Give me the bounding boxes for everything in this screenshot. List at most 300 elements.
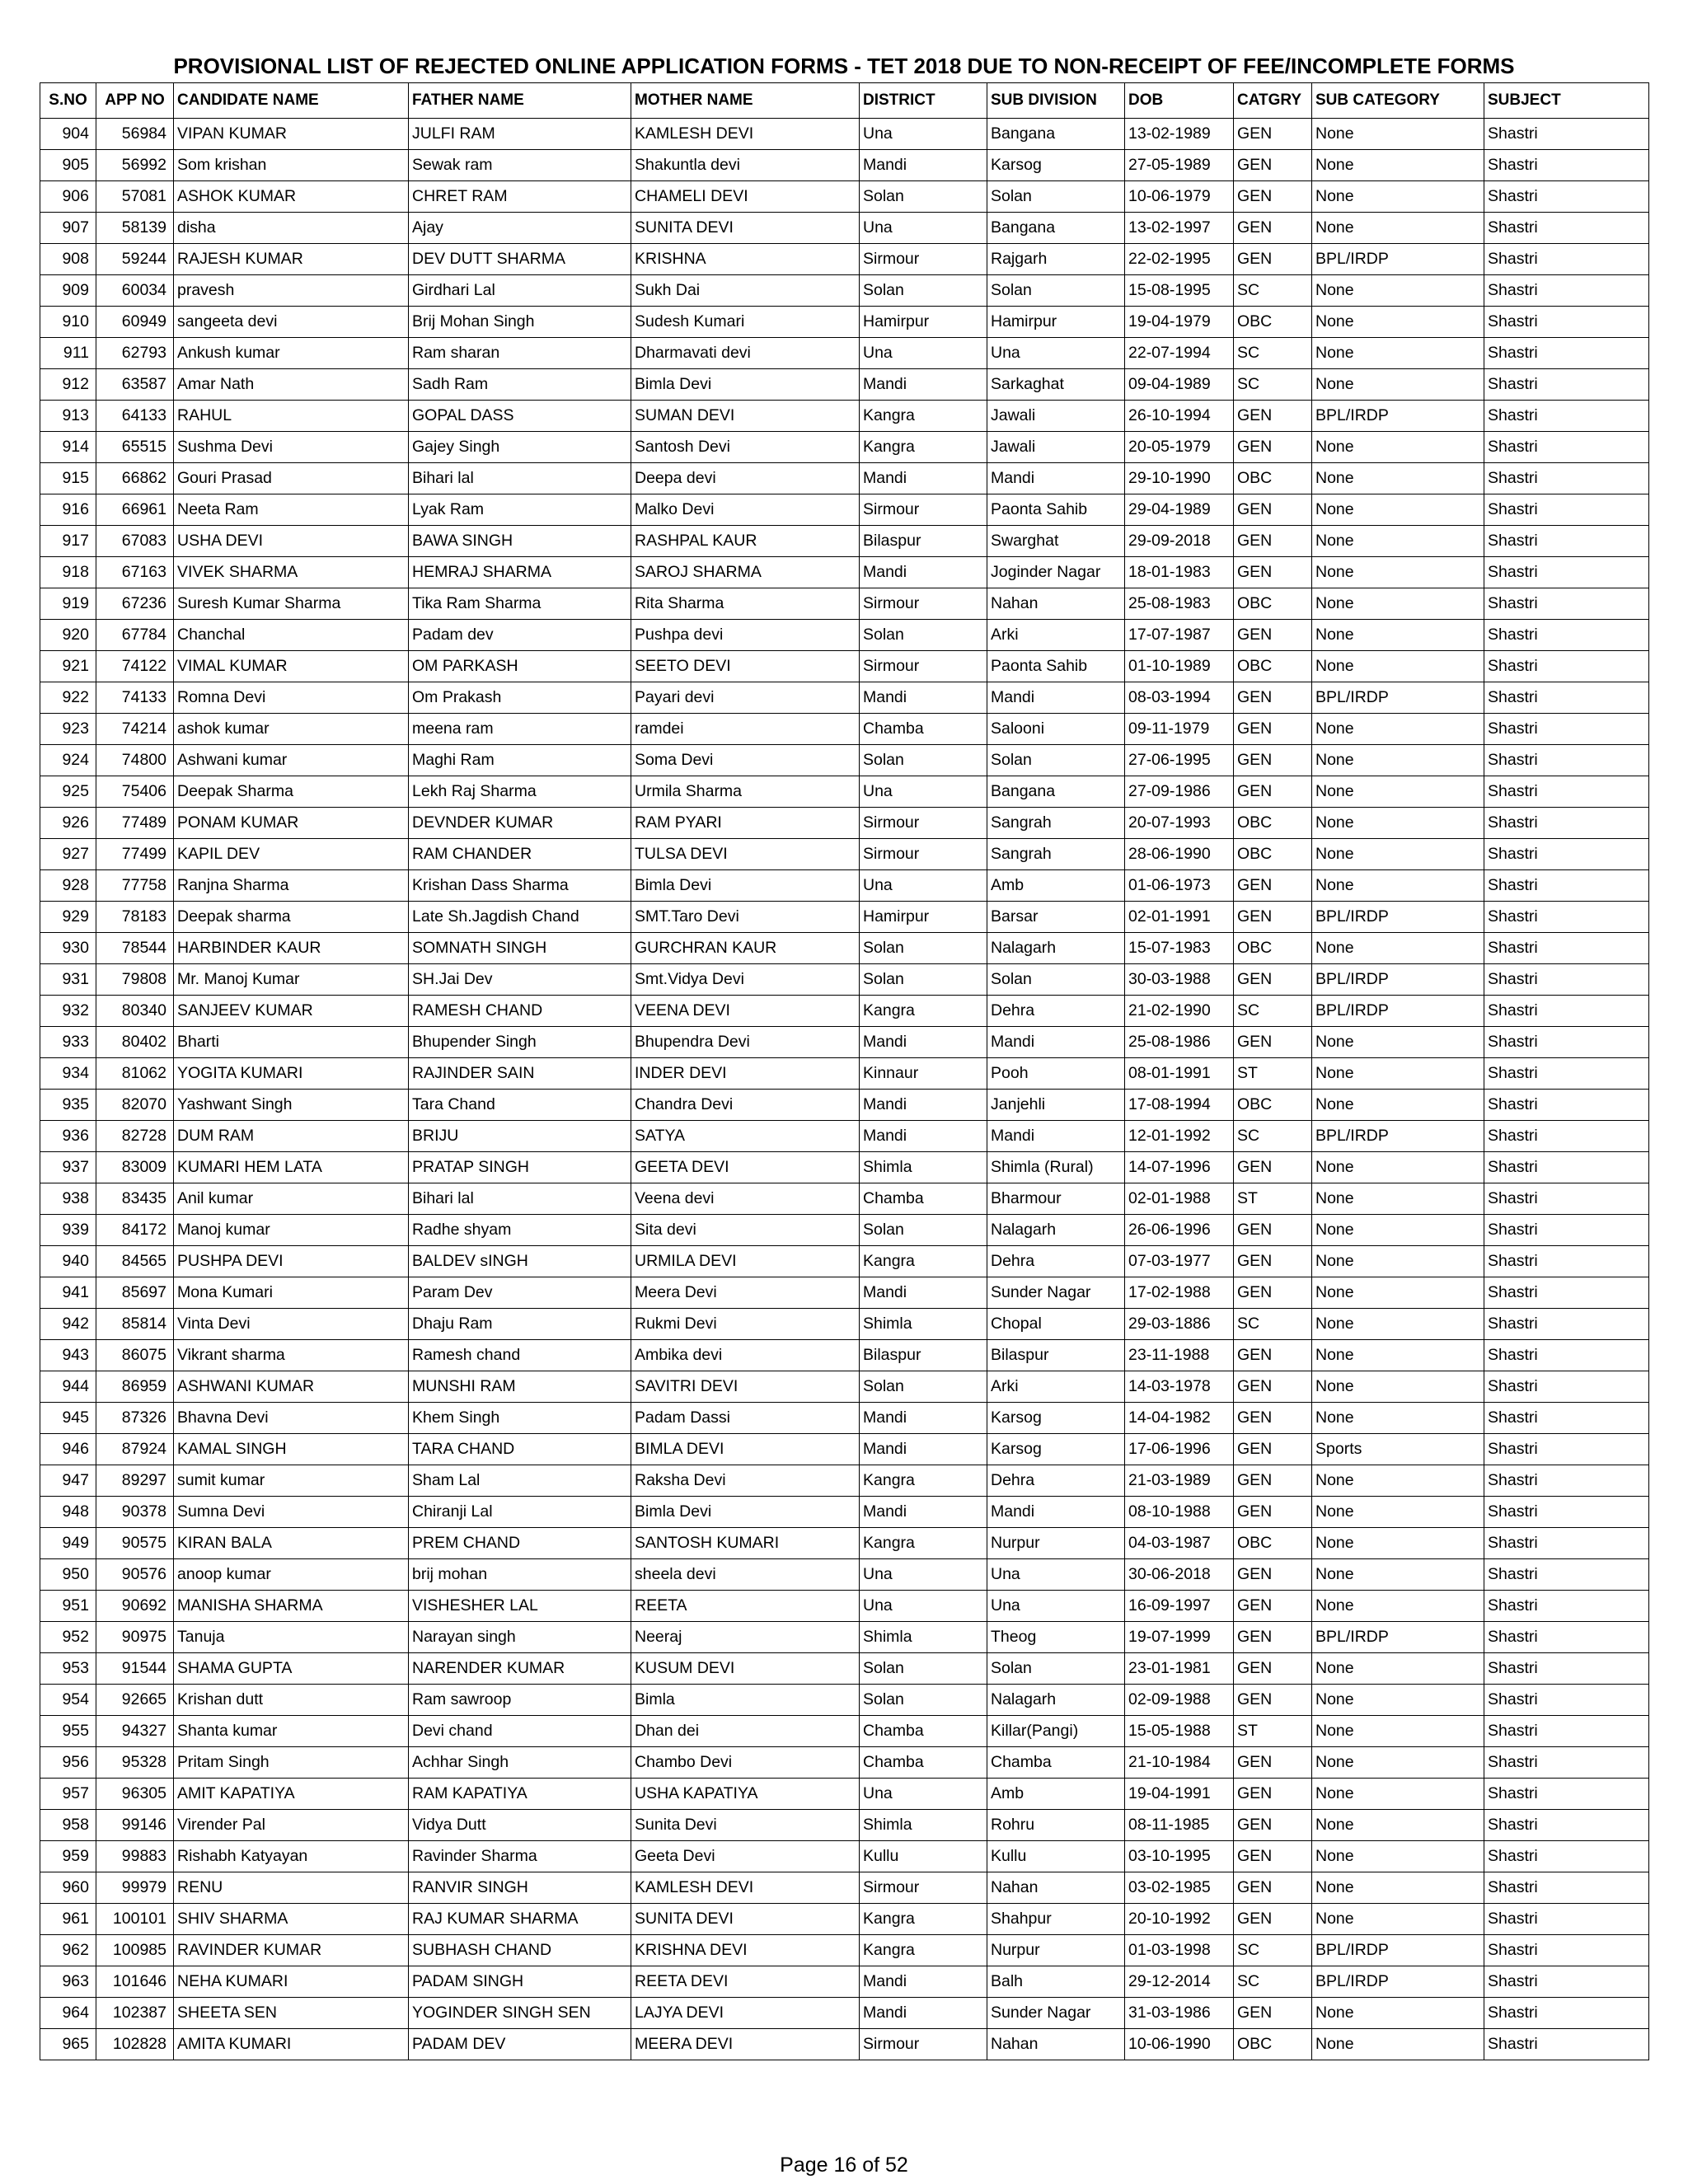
table-row [40, 1090, 1649, 1121]
dob-cell: 21-10-1984 [1125, 1747, 1234, 1779]
candidate-name-cell: Amar Nath [174, 369, 409, 401]
dob-cell: 03-02-1985 [1125, 1872, 1234, 1904]
sub-division-cell: Amb [987, 870, 1125, 902]
sub-category-cell: BPL/IRDP [1312, 244, 1484, 275]
sub-category-cell: BPL/IRDP [1312, 902, 1484, 933]
table-row [40, 338, 1649, 369]
district-cell: Shimla [860, 1152, 987, 1183]
dob-cell: 22-07-1994 [1125, 338, 1234, 369]
app-no-cell: 90692 [96, 1591, 174, 1622]
district-cell: Mandi [860, 150, 987, 181]
sno-cell: 923 [40, 714, 96, 745]
sub-division-cell: Bangana [987, 213, 1125, 244]
mother-name-cell: KAMLESH DEVI [631, 1872, 860, 1904]
sub-category-cell: None [1312, 338, 1484, 369]
app-no-cell: 66862 [96, 463, 174, 494]
candidate-name-cell: Suresh Kumar Sharma [174, 588, 409, 620]
candidate-name-cell: NEHA KUMARI [174, 1966, 409, 1998]
sno-cell: 925 [40, 776, 96, 808]
father-name-cell: Ramesh chand [409, 1340, 631, 1371]
sub-division-cell: Mandi [987, 463, 1125, 494]
table-row [40, 557, 1649, 588]
sub-category-cell: None [1312, 1152, 1484, 1183]
sub-division-cell: Amb [987, 1779, 1125, 1810]
sno-cell: 938 [40, 1183, 96, 1215]
mother-name-cell: Pushpa devi [631, 620, 860, 651]
sno-cell: 920 [40, 620, 96, 651]
dob-cell: 02-01-1988 [1125, 1183, 1234, 1215]
sub-division-cell: Balh [987, 1966, 1125, 1998]
sub-division-cell: Mandi [987, 1497, 1125, 1528]
candidate-name-cell: Neeta Ram [174, 494, 409, 526]
mother-name-cell: Bimla Devi [631, 870, 860, 902]
table-row [40, 1309, 1649, 1340]
app-no-cell: 74133 [96, 682, 174, 714]
subject-cell: Shastri [1484, 1434, 1649, 1465]
father-name-cell: Vidya Dutt [409, 1810, 631, 1841]
mother-name-cell: Dhan dei [631, 1716, 860, 1747]
district-cell: Kangra [860, 1246, 987, 1277]
sno-cell: 908 [40, 244, 96, 275]
mother-name-cell: RASHPAL KAUR [631, 526, 860, 557]
subject-cell: Shastri [1484, 401, 1649, 432]
subject-cell: Shastri [1484, 150, 1649, 181]
subject-cell: Shastri [1484, 1810, 1649, 1841]
mother-name-cell: REETA [631, 1591, 860, 1622]
mother-name-cell: Santosh Devi [631, 432, 860, 463]
mother-name-cell: Soma Devi [631, 745, 860, 776]
candidate-name-cell: RAJESH KUMAR [174, 244, 409, 275]
app-no-cell: 86959 [96, 1371, 174, 1403]
dob-cell: 10-06-1979 [1125, 181, 1234, 213]
app-no-cell: 100985 [96, 1935, 174, 1966]
sub-category-cell: None [1312, 1215, 1484, 1246]
sno-cell: 934 [40, 1058, 96, 1090]
father-name-cell: Krishan Dass Sharma [409, 870, 631, 902]
dob-cell: 29-12-2014 [1125, 1966, 1234, 1998]
dob-cell: 08-11-1985 [1125, 1810, 1234, 1841]
sno-cell: 911 [40, 338, 96, 369]
district-cell: Mandi [860, 1497, 987, 1528]
sno-cell: 922 [40, 682, 96, 714]
category-cell: OBC [1234, 2029, 1312, 2060]
sub-division-cell: Nalagarh [987, 933, 1125, 964]
dob-cell: 30-03-1988 [1125, 964, 1234, 996]
subject-cell: Shastri [1484, 1779, 1649, 1810]
dob-cell: 21-02-1990 [1125, 996, 1234, 1027]
subject-cell: Shastri [1484, 745, 1649, 776]
app-no-cell: 82070 [96, 1090, 174, 1121]
app-no-cell: 90576 [96, 1559, 174, 1591]
sno-cell: 931 [40, 964, 96, 996]
table-row [40, 1935, 1649, 1966]
sno-cell: 956 [40, 1747, 96, 1779]
column-header-sno: S.NO [40, 83, 96, 119]
candidate-name-cell: KAMAL SINGH [174, 1434, 409, 1465]
dob-cell: 23-11-1988 [1125, 1340, 1234, 1371]
mother-name-cell: SUNITA DEVI [631, 213, 860, 244]
dob-cell: 02-01-1991 [1125, 902, 1234, 933]
district-cell: Sirmour [860, 494, 987, 526]
subject-cell: Shastri [1484, 1058, 1649, 1090]
app-no-cell: 67083 [96, 526, 174, 557]
mother-name-cell: BIMLA DEVI [631, 1434, 860, 1465]
candidate-name-cell: Ankush kumar [174, 338, 409, 369]
subject-cell: Shastri [1484, 1277, 1649, 1309]
table-row [40, 1215, 1649, 1246]
category-cell: GEN [1234, 1591, 1312, 1622]
category-cell: GEN [1234, 714, 1312, 745]
subject-cell: Shastri [1484, 1403, 1649, 1434]
father-name-cell: JULFI RAM [409, 119, 631, 150]
sno-cell: 957 [40, 1779, 96, 1810]
district-cell: Una [860, 776, 987, 808]
sub-category-cell: None [1312, 275, 1484, 307]
candidate-name-cell: KUMARI HEM LATA [174, 1152, 409, 1183]
mother-name-cell: Rita Sharma [631, 588, 860, 620]
dob-cell: 28-06-1990 [1125, 839, 1234, 870]
candidate-name-cell: Vinta Devi [174, 1309, 409, 1340]
sub-category-cell: None [1312, 526, 1484, 557]
district-cell: Una [860, 213, 987, 244]
dob-cell: 01-06-1973 [1125, 870, 1234, 902]
candidate-name-cell: VIVEK SHARMA [174, 557, 409, 588]
mother-name-cell: Sita devi [631, 1215, 860, 1246]
dob-cell: 16-09-1997 [1125, 1591, 1234, 1622]
sno-cell: 941 [40, 1277, 96, 1309]
sub-category-cell: None [1312, 1090, 1484, 1121]
rejected-applications-table [40, 82, 1649, 2060]
column-header-sub-category: SUB CATEGORY [1312, 83, 1484, 119]
sno-cell: 953 [40, 1653, 96, 1685]
mother-name-cell: KUSUM DEVI [631, 1653, 860, 1685]
father-name-cell: Narayan singh [409, 1622, 631, 1653]
candidate-name-cell: MANISHA SHARMA [174, 1591, 409, 1622]
sno-cell: 942 [40, 1309, 96, 1340]
dob-cell: 25-08-1986 [1125, 1027, 1234, 1058]
sub-category-cell: None [1312, 213, 1484, 244]
father-name-cell: Girdhari Lal [409, 275, 631, 307]
district-cell: Mandi [860, 1277, 987, 1309]
sno-cell: 945 [40, 1403, 96, 1434]
candidate-name-cell: SHEETA SEN [174, 1998, 409, 2029]
candidate-name-cell: Bhavna Devi [174, 1403, 409, 1434]
sno-cell: 910 [40, 307, 96, 338]
sub-division-cell: Karsog [987, 150, 1125, 181]
subject-cell: Shastri [1484, 588, 1649, 620]
sno-cell: 904 [40, 119, 96, 150]
mother-name-cell: SUNITA DEVI [631, 1904, 860, 1935]
subject-cell: Shastri [1484, 1559, 1649, 1591]
table-row [40, 1403, 1649, 1434]
mother-name-cell: Rukmi Devi [631, 1309, 860, 1340]
app-no-cell: 74214 [96, 714, 174, 745]
sub-division-cell: Arki [987, 1371, 1125, 1403]
sub-category-cell: None [1312, 1559, 1484, 1591]
father-name-cell: OM PARKASH [409, 651, 631, 682]
father-name-cell: RAJ KUMAR SHARMA [409, 1904, 631, 1935]
category-cell: GEN [1234, 1027, 1312, 1058]
table-row [40, 620, 1649, 651]
dob-cell: 15-08-1995 [1125, 275, 1234, 307]
sub-division-cell: Dehra [987, 996, 1125, 1027]
district-cell: Sirmour [860, 651, 987, 682]
table-row [40, 1653, 1649, 1685]
dob-cell: 01-03-1998 [1125, 1935, 1234, 1966]
sub-category-cell: None [1312, 181, 1484, 213]
app-no-cell: 59244 [96, 244, 174, 275]
subject-cell: Shastri [1484, 181, 1649, 213]
app-no-cell: 57081 [96, 181, 174, 213]
district-cell: Kangra [860, 1528, 987, 1559]
dob-cell: 26-10-1994 [1125, 401, 1234, 432]
father-name-cell: MUNSHI RAM [409, 1371, 631, 1403]
sub-division-cell: Killar(Pangi) [987, 1716, 1125, 1747]
district-cell: Kangra [860, 996, 987, 1027]
app-no-cell: 67236 [96, 588, 174, 620]
father-name-cell: SUBHASH CHAND [409, 1935, 631, 1966]
mother-name-cell: SANTOSH KUMARI [631, 1528, 860, 1559]
dob-cell: 20-10-1992 [1125, 1904, 1234, 1935]
subject-cell: Shastri [1484, 1309, 1649, 1340]
district-cell: Kangra [860, 432, 987, 463]
dob-cell: 29-10-1990 [1125, 463, 1234, 494]
app-no-cell: 85697 [96, 1277, 174, 1309]
subject-cell: Shastri [1484, 651, 1649, 682]
table-row [40, 369, 1649, 401]
category-cell: GEN [1234, 682, 1312, 714]
candidate-name-cell: Manoj kumar [174, 1215, 409, 1246]
dob-cell: 18-01-1983 [1125, 557, 1234, 588]
candidate-name-cell: AMITA KUMARI [174, 2029, 409, 2060]
mother-name-cell: Neeraj [631, 1622, 860, 1653]
category-cell: OBC [1234, 933, 1312, 964]
table-row [40, 682, 1649, 714]
table-row [40, 1152, 1649, 1183]
dob-cell: 15-07-1983 [1125, 933, 1234, 964]
sno-cell: 951 [40, 1591, 96, 1622]
table-row [40, 1183, 1649, 1215]
father-name-cell: Lekh Raj Sharma [409, 776, 631, 808]
mother-name-cell: Bimla [631, 1685, 860, 1716]
app-no-cell: 95328 [96, 1747, 174, 1779]
column-header-sub-division: SUB DIVISION [987, 83, 1125, 119]
subject-cell: Shastri [1484, 964, 1649, 996]
table-row [40, 1591, 1649, 1622]
subject-cell: Shastri [1484, 620, 1649, 651]
app-no-cell: 80402 [96, 1027, 174, 1058]
sub-category-cell: None [1312, 369, 1484, 401]
sub-category-cell: None [1312, 808, 1484, 839]
candidate-name-cell: RENU [174, 1872, 409, 1904]
table-row [40, 1277, 1649, 1309]
sno-cell: 924 [40, 745, 96, 776]
table-row [40, 1121, 1649, 1152]
sub-division-cell: Pooh [987, 1058, 1125, 1090]
sub-category-cell: None [1312, 1904, 1484, 1935]
mother-name-cell: Padam Dassi [631, 1403, 860, 1434]
candidate-name-cell: RAVINDER KUMAR [174, 1935, 409, 1966]
candidate-name-cell: Gouri Prasad [174, 463, 409, 494]
app-no-cell: 77758 [96, 870, 174, 902]
column-header-app-no: APP NO [96, 83, 174, 119]
father-name-cell: Gajey Singh [409, 432, 631, 463]
sub-category-cell: None [1312, 1747, 1484, 1779]
candidate-name-cell: Vikrant sharma [174, 1340, 409, 1371]
app-no-cell: 74122 [96, 651, 174, 682]
column-header-mother-name: MOTHER NAME [631, 83, 860, 119]
subject-cell: Shastri [1484, 1685, 1649, 1716]
app-no-cell: 56984 [96, 119, 174, 150]
sno-cell: 947 [40, 1465, 96, 1497]
app-no-cell: 84565 [96, 1246, 174, 1277]
dob-cell: 20-05-1979 [1125, 432, 1234, 463]
sub-category-cell: None [1312, 1841, 1484, 1872]
candidate-name-cell: sumit kumar [174, 1465, 409, 1497]
mother-name-cell: Bhupendra Devi [631, 1027, 860, 1058]
father-name-cell: PREM CHAND [409, 1528, 631, 1559]
candidate-name-cell: Som krishan [174, 150, 409, 181]
subject-cell: Shastri [1484, 1528, 1649, 1559]
subject-cell: Shastri [1484, 307, 1649, 338]
subject-cell: Shastri [1484, 463, 1649, 494]
mother-name-cell: KAMLESH DEVI [631, 119, 860, 150]
mother-name-cell: GURCHRAN KAUR [631, 933, 860, 964]
table-row [40, 1685, 1649, 1716]
sub-category-cell: None [1312, 1872, 1484, 1904]
sno-cell: 946 [40, 1434, 96, 1465]
table-row [40, 1559, 1649, 1591]
sno-cell: 952 [40, 1622, 96, 1653]
candidate-name-cell: KAPIL DEV [174, 839, 409, 870]
subject-cell: Shastri [1484, 494, 1649, 526]
app-no-cell: 62793 [96, 338, 174, 369]
app-no-cell: 99979 [96, 1872, 174, 1904]
district-cell: Bilaspur [860, 1340, 987, 1371]
sub-category-cell: None [1312, 870, 1484, 902]
candidate-name-cell: Tanuja [174, 1622, 409, 1653]
sub-division-cell: Hamirpur [987, 307, 1125, 338]
subject-cell: Shastri [1484, 1591, 1649, 1622]
father-name-cell: Sadh Ram [409, 369, 631, 401]
mother-name-cell: sheela devi [631, 1559, 860, 1591]
sub-category-cell: None [1312, 1465, 1484, 1497]
dob-cell: 12-01-1992 [1125, 1121, 1234, 1152]
table-row [40, 902, 1649, 933]
dob-cell: 08-03-1994 [1125, 682, 1234, 714]
sub-division-cell: Una [987, 1559, 1125, 1591]
app-no-cell: 74800 [96, 745, 174, 776]
sub-category-cell: None [1312, 933, 1484, 964]
sub-category-cell: BPL/IRDP [1312, 682, 1484, 714]
subject-cell: Shastri [1484, 1121, 1649, 1152]
candidate-name-cell: Rishabh Katyayan [174, 1841, 409, 1872]
dob-cell: 30-06-2018 [1125, 1559, 1234, 1591]
subject-cell: Shastri [1484, 870, 1649, 902]
page-number: Page 16 of 52 [780, 2154, 908, 2177]
app-no-cell: 85814 [96, 1309, 174, 1340]
category-cell: GEN [1234, 1465, 1312, 1497]
father-name-cell: meena ram [409, 714, 631, 745]
dob-cell: 17-06-1996 [1125, 1434, 1234, 1465]
district-cell: Una [860, 1779, 987, 1810]
table-row [40, 651, 1649, 682]
dob-cell: 04-03-1987 [1125, 1528, 1234, 1559]
father-name-cell: CHRET RAM [409, 181, 631, 213]
category-cell: GEN [1234, 620, 1312, 651]
father-name-cell: Bihari lal [409, 463, 631, 494]
sub-division-cell: Rohru [987, 1810, 1125, 1841]
father-name-cell: Maghi Ram [409, 745, 631, 776]
district-cell: Mandi [860, 1966, 987, 1998]
candidate-name-cell: KIRAN BALA [174, 1528, 409, 1559]
sub-category-cell: None [1312, 776, 1484, 808]
candidate-name-cell: PUSHPA DEVI [174, 1246, 409, 1277]
sno-cell: 916 [40, 494, 96, 526]
father-name-cell: BAWA SINGH [409, 526, 631, 557]
category-cell: SC [1234, 369, 1312, 401]
sub-division-cell: Sunder Nagar [987, 1277, 1125, 1309]
subject-cell: Shastri [1484, 1716, 1649, 1747]
mother-name-cell: Chandra Devi [631, 1090, 860, 1121]
table-row [40, 870, 1649, 902]
sno-cell: 932 [40, 996, 96, 1027]
sub-division-cell: Mandi [987, 1027, 1125, 1058]
app-no-cell: 60949 [96, 307, 174, 338]
app-no-cell: 94327 [96, 1716, 174, 1747]
sub-division-cell: Sangrah [987, 808, 1125, 839]
table-row [40, 1371, 1649, 1403]
district-cell: Solan [860, 964, 987, 996]
district-cell: Mandi [860, 1121, 987, 1152]
subject-cell: Shastri [1484, 557, 1649, 588]
subject-cell: Shastri [1484, 1497, 1649, 1528]
mother-name-cell: CHAMELI DEVI [631, 181, 860, 213]
subject-cell: Shastri [1484, 1215, 1649, 1246]
sub-division-cell: Solan [987, 745, 1125, 776]
category-cell: GEN [1234, 1841, 1312, 1872]
district-cell: Solan [860, 1215, 987, 1246]
mother-name-cell: SUMAN DEVI [631, 401, 860, 432]
category-cell: GEN [1234, 557, 1312, 588]
dob-cell: 23-01-1981 [1125, 1653, 1234, 1685]
sno-cell: 960 [40, 1872, 96, 1904]
father-name-cell: Param Dev [409, 1277, 631, 1309]
category-cell: GEN [1234, 870, 1312, 902]
sno-cell: 965 [40, 2029, 96, 2060]
subject-cell: Shastri [1484, 933, 1649, 964]
father-name-cell: Devi chand [409, 1716, 631, 1747]
subject-cell: Shastri [1484, 1152, 1649, 1183]
table-row [40, 1998, 1649, 2029]
sub-category-cell: None [1312, 1528, 1484, 1559]
sub-division-cell: Janjehli [987, 1090, 1125, 1121]
category-cell: GEN [1234, 1559, 1312, 1591]
candidate-name-cell: disha [174, 213, 409, 244]
district-cell: Sirmour [860, 808, 987, 839]
dob-cell: 22-02-1995 [1125, 244, 1234, 275]
mother-name-cell: Shakuntla devi [631, 150, 860, 181]
mother-name-cell: VEENA DEVI [631, 996, 860, 1027]
category-cell: GEN [1234, 150, 1312, 181]
sno-cell: 962 [40, 1935, 96, 1966]
candidate-name-cell: sangeeta devi [174, 307, 409, 338]
father-name-cell: BALDEV sINGH [409, 1246, 631, 1277]
sub-category-cell: BPL/IRDP [1312, 1622, 1484, 1653]
sub-category-cell: None [1312, 588, 1484, 620]
table-row [40, 307, 1649, 338]
father-name-cell: Dhaju Ram [409, 1309, 631, 1340]
